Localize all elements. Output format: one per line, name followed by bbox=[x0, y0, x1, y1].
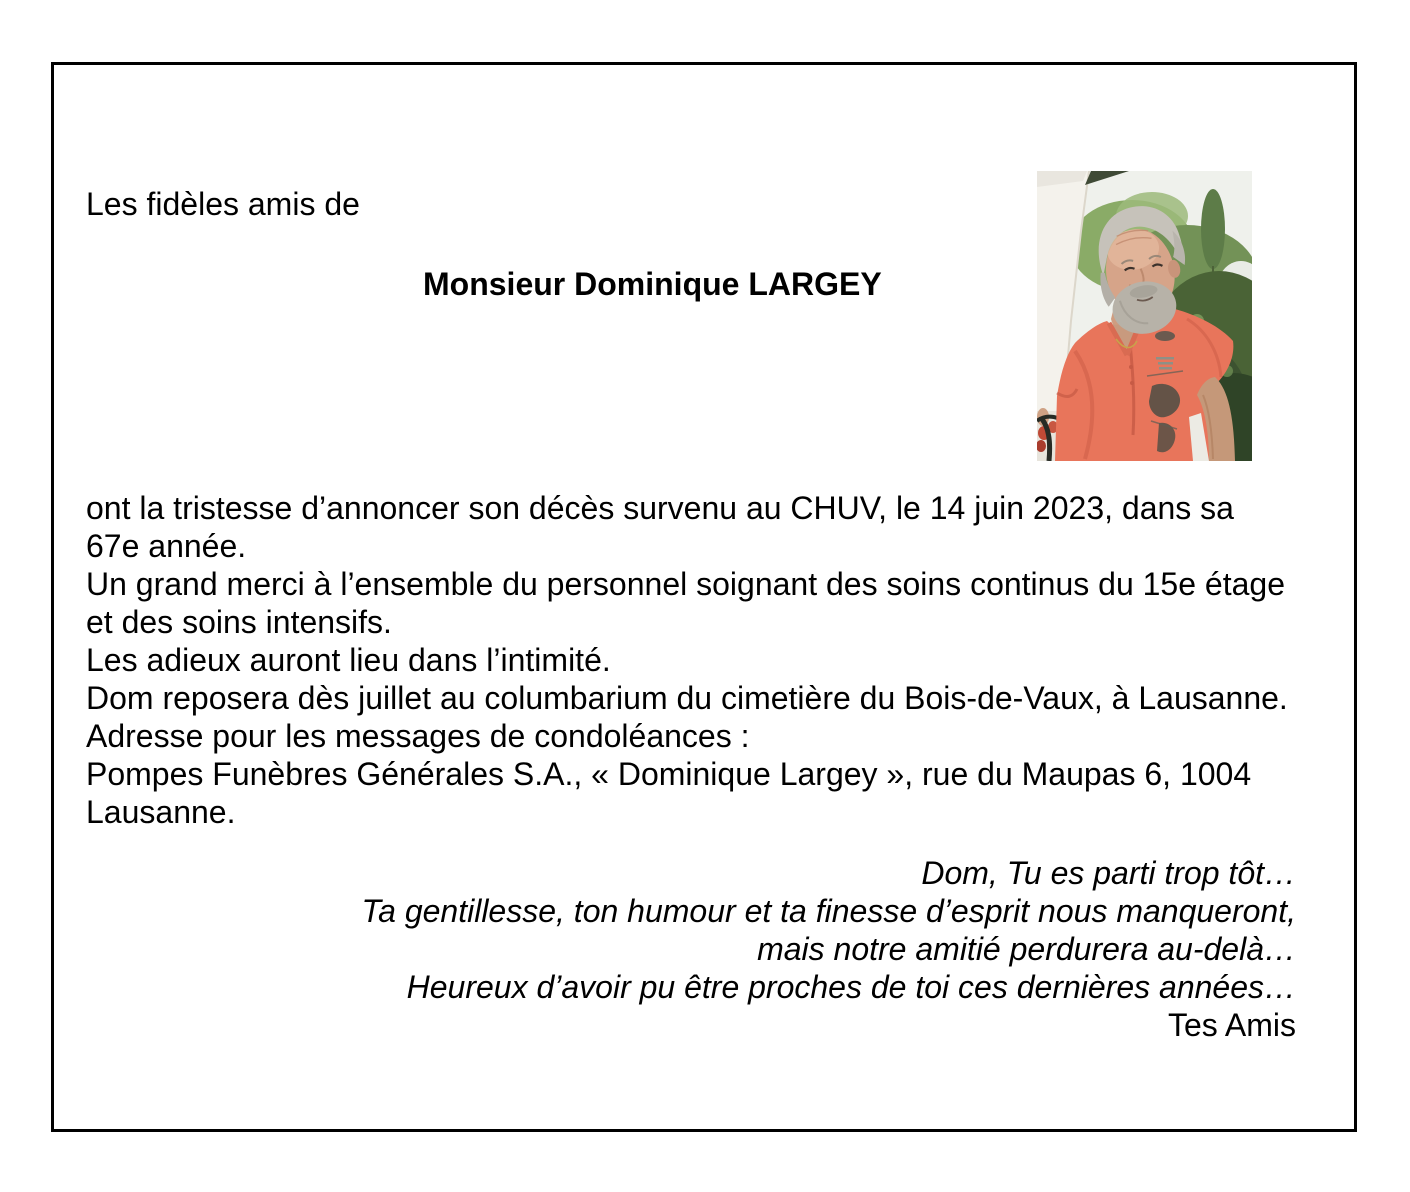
greeting-text: Les fidèles amis de bbox=[86, 186, 360, 222]
announcement-line: ont la tristesse d’annoncer son décès survenu au CHUV, le 14 juin 2023, dans sa bbox=[86, 490, 1234, 526]
announcement-line: 67e année. bbox=[86, 528, 247, 564]
announcement-line: Pompes Funèbres Générales S.A., « Dominique Largey », rue du Maupas 6, 1004 bbox=[86, 756, 1252, 792]
announcement-line: Un grand merci à l’ensemble du personnel soignant des soins continus du 15e étage bbox=[86, 566, 1285, 602]
announcement-line: Adresse pour les messages de condoléances : bbox=[86, 718, 750, 754]
portrait-photo bbox=[1037, 171, 1252, 461]
tribute-line: mais notre amitié perdurera au-delà… bbox=[757, 931, 1296, 967]
announcement-line: Lausanne. bbox=[86, 794, 236, 830]
deceased-name: Monsieur Dominique LARGEY bbox=[423, 266, 882, 302]
announcement-text bbox=[86, 489, 1288, 831]
announcement-line: Les adieux auront lieu dans l’intimité. bbox=[86, 642, 611, 678]
tribute-line: Heureux d’avoir pu être proches de toi ces dernières années… bbox=[406, 969, 1296, 1005]
tribute-line: Ta gentillesse, ton humour et ta finesse d’esprit nous manqueront, bbox=[361, 893, 1296, 929]
announcement-line: Dom reposera dès juillet au columbarium du cimetière du Bois-de-Vaux, à Lausanne. bbox=[86, 680, 1288, 716]
tribute-text bbox=[362, 854, 1296, 1044]
tribute-line: Dom, Tu es parti trop tôt… bbox=[921, 855, 1296, 891]
portrait-photo-illustration bbox=[1037, 171, 1252, 461]
signature-text: Tes Amis bbox=[1167, 1007, 1296, 1043]
announcement-line: et des soins intensifs. bbox=[86, 604, 392, 640]
